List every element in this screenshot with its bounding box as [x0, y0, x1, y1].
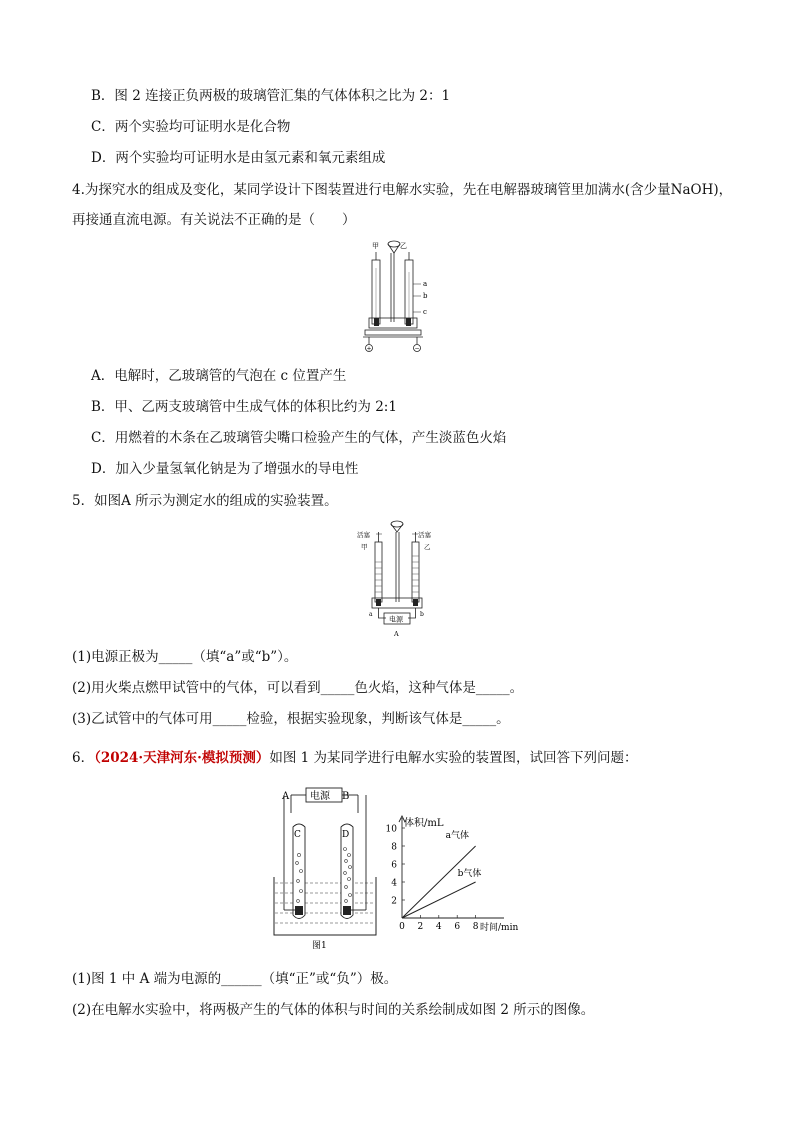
- x-tick-label: 2: [417, 922, 424, 932]
- y-axis-label: 体积/mL: [404, 818, 444, 829]
- q5-apparatus-figure: [354, 518, 444, 640]
- x-tick-label: 6: [454, 922, 461, 932]
- q4-option-d: D．加入少量氢氧化钠是为了增强水的导电性: [91, 461, 359, 477]
- q5-subquestion-1: (1)电源正极为_____（填“a”或“b”）。: [72, 649, 298, 665]
- q6-fig1-power: 电源: [310, 791, 330, 802]
- svg-text:−: −: [414, 345, 420, 352]
- q4-electrolysis-figure: [355, 238, 433, 360]
- q5-label-a: a: [369, 611, 373, 618]
- q6-fig1-label-D: D: [342, 830, 350, 840]
- q6-fig1-label-C: C: [294, 830, 301, 840]
- y-tick-label: 4: [391, 878, 397, 889]
- q3-option-b: B．图 2 连接正负两极的玻璃管汇集的气体体积之比为 2：1: [91, 88, 451, 104]
- q3-option-d: D．两个实验均可证明水是由氢元素和氧元素组成: [91, 150, 386, 166]
- q5-label-valve-left: 活塞: [357, 531, 370, 539]
- q4-label-c: c: [423, 308, 427, 316]
- q4-label-a: a: [423, 280, 428, 288]
- q6-figure-2-chart: [370, 812, 520, 952]
- x-axis-label: 时间/min: [480, 923, 519, 933]
- series-line-0: [402, 846, 476, 918]
- q6-subquestion-1: (1)图 1 中 A 端为电源的______（填“正”或“负”）极。: [72, 971, 398, 987]
- q5-subquestion-3: (3)乙试管中的气体可用_____检验，根据实验现象，判断该气体是_____。: [72, 711, 510, 727]
- q4-label-yi: 乙: [400, 242, 407, 250]
- q6-stem-text: 如图 1 为某同学进行电解水实验的装置图，试回答下列问题：: [269, 750, 638, 766]
- q4-label-b: b: [423, 292, 428, 300]
- series-label-0: a气体: [445, 831, 469, 841]
- q5-label-yi: 乙: [424, 543, 431, 551]
- q4-stem-line1: 4.为探究水的组成及变化，某同学设计下图装置进行电解水实验，先在电解器玻璃管里加满水(含少量NaOH)，: [72, 182, 733, 198]
- q4-option-c: C．用燃着的木条在乙玻璃管尖嘴口检验产生的气体，产生淡蓝色火焰: [91, 430, 507, 446]
- x-tick-label: 8: [472, 922, 479, 932]
- q6-stem: [72, 749, 638, 767]
- q6-fig1-caption: 图1: [312, 941, 327, 951]
- q5-stem: 5．如图A 所示为测定水的组成的实验装置。: [72, 493, 338, 509]
- q6-fig1-label-B: B: [342, 791, 350, 802]
- q5-label-b: b: [420, 611, 424, 618]
- x-tick-label: 4: [435, 922, 442, 932]
- q5-label-jia: 甲: [361, 543, 368, 551]
- q4-stem-line2: 再接通直流电源。有关说法不正确的是（ ）: [72, 212, 356, 228]
- x-tick-label: 0: [399, 922, 405, 932]
- q5-figure-caption: A: [394, 630, 399, 638]
- y-tick-label: 8: [391, 842, 397, 853]
- y-tick-label: 2: [391, 896, 397, 907]
- q6-figure-1: [270, 785, 382, 955]
- q6-subquestion-2: (2)在电解水实验中，将两极产生的气体的体积与时间的关系绘制成如图 2 所示的图像。: [72, 1002, 595, 1018]
- q3-option-c: C．两个实验均可证明水是化合物: [91, 119, 291, 135]
- q4-option-a: A．电解时，乙玻璃管的气泡在 c 位置产生: [91, 368, 347, 384]
- q4-label-jia: 甲: [372, 242, 379, 250]
- q5-subquestion-2: (2)用火柴点燃甲试管中的气体，可以看到_____色火焰，这种气体是_____。: [72, 680, 524, 696]
- q6-fig1-label-A: A: [282, 791, 290, 802]
- q5-power-label: 电源: [389, 615, 403, 624]
- y-tick-label: 10: [385, 824, 397, 835]
- y-tick-label: 6: [391, 860, 397, 871]
- svg-text:+: +: [366, 345, 372, 353]
- q4-option-b: B．甲、乙两支玻璃管中生成气体的体积比约为 2:1: [91, 399, 397, 415]
- q5-label-valve-right: 活塞: [418, 531, 431, 539]
- q6-source-tag: （2024·天津河东·模拟预测）: [94, 750, 270, 766]
- q6-number: 6．: [72, 750, 95, 766]
- series-label-1: b气体: [457, 869, 482, 879]
- series-line-1: [402, 882, 476, 918]
